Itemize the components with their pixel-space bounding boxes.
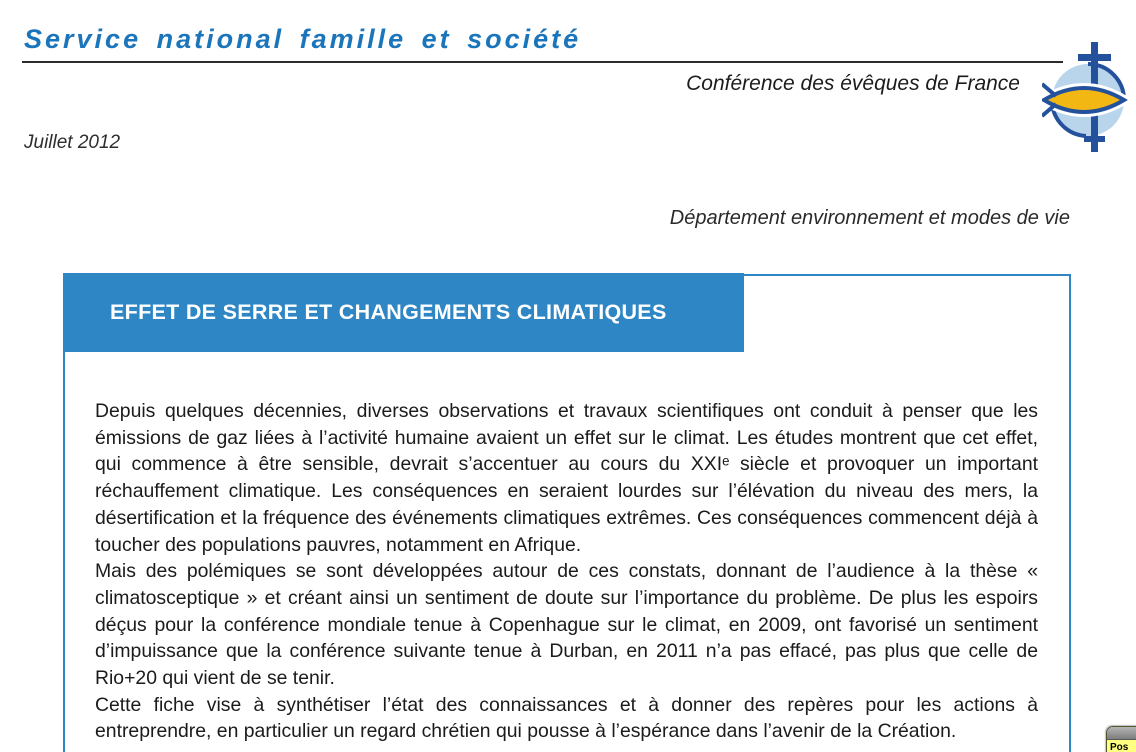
body-text: [95, 398, 1038, 745]
banner-title: EFFET DE SERRE ET CHANGEMENTS CLIMATIQUES: [110, 300, 667, 324]
paragraph-polemiques: Mais des polémiques se sont développées autour de ces constats, donnant de l’audience à la thèse « climatosceptique » et créant ainsi un sentiment de doute sur l’importance du problème. De plus les espoirs déçus pour la conférence mondiale tenue à Copenhague sur le climat, en 2009, ont favorisé un sentiment d’impuissance que la conférence suivante tenue à Durban, en 2011 n’a pas effacé, pas plus que celle de Rio+20 qui vient de se tenir.: [95, 560, 1038, 690]
department-line: Département environnement et modes de vie: [669, 207, 1070, 229]
date-line: Juillet 2012: [24, 132, 121, 153]
conference-subtitle: Conférence des évêques de France: [686, 72, 1020, 95]
paragraph-objectif: Cette fiche vise à synthétiser l’état des connaissances et à donner des repères pour les actions à entreprendre, en particulier un regard chrétien qui pousse à l’espérance dans l’avenir de la Création.: [95, 693, 1038, 743]
service-title: Service national famille et société: [24, 24, 582, 54]
postit-annotation[interactable]: [1106, 726, 1136, 752]
title-banner: [63, 273, 744, 352]
postit-label: Pos: [1107, 740, 1136, 752]
paragraph-intro: Depuis quelques décennies, diverses observations et travaux scientifiques ont conduit à penser que les émissions de gaz liées à l’activité humaine avaient un effet sur le climat. Les études montrent que cet effet, qui commence à être sensible, devrait s’accentuer au cours du XXIᵉ siècle et provoquer un important réchauffement climatique. Les conséquences en seraient lourdes sur l’élévation du niveau des mers, la désertification et la fréquence des événements climatiques extrêmes. Ces conséquences commencent déjà à toucher des populations pauvres, notamment en Afrique.: [95, 400, 1038, 556]
postit-titlebar: [1107, 727, 1136, 740]
bishops-conference-logo-icon: [1042, 40, 1128, 154]
header-rule: [22, 61, 1063, 63]
